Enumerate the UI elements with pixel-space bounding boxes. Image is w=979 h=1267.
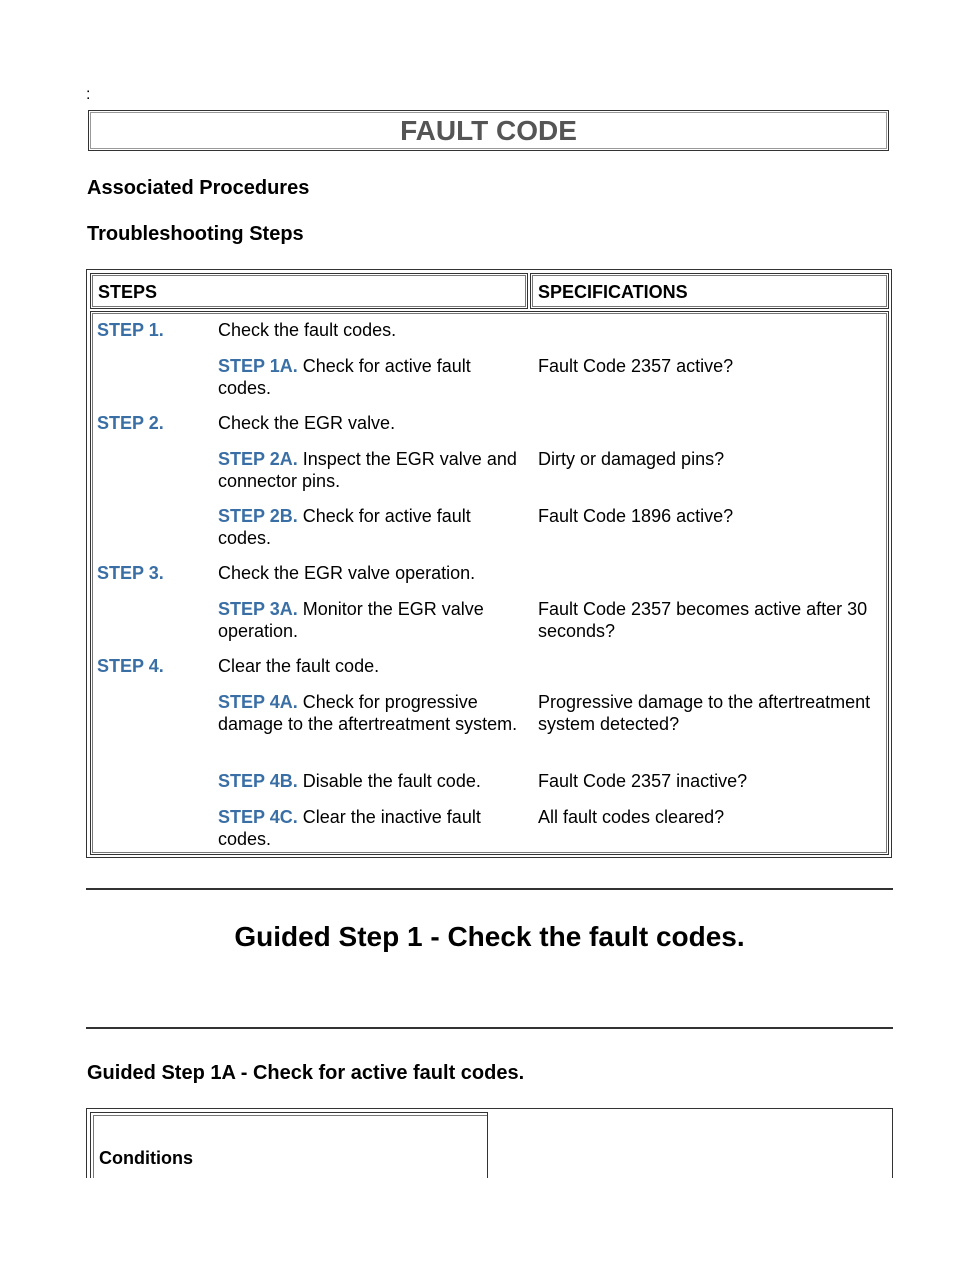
step-4c-row: STEP 4C. Clear the inactive fault codes. (218, 807, 481, 849)
section-divider (86, 888, 893, 890)
step-4a-row: STEP 4A. Check for progressive damage to the aftertreatment system. (218, 692, 518, 734)
step-4b-spec: Fault Code 2357 inactive? (538, 771, 748, 791)
step-4b-description: Disable the fault code. (302, 771, 481, 791)
step-4c-link[interactable]: STEP 4C (218, 807, 293, 827)
step-3-link[interactable]: STEP 3. (97, 563, 164, 583)
step-2-link[interactable]: STEP 2. (97, 413, 164, 433)
table-header-steps (90, 273, 528, 309)
step-1-description: Check the fault codes. (218, 320, 397, 340)
step-4a-spec: Progressive damage to the aftertreatment system detected? (538, 692, 871, 734)
step-1a-description: Check for active fault codes. (218, 356, 471, 398)
table-header-specifications (530, 273, 889, 309)
page-bottom-margin (0, 1178, 979, 1267)
step-3a-description: Monitor the EGR valve operation. (218, 599, 484, 641)
step-3a-spec: Fault Code 2357 becomes active after 30 seconds? (538, 599, 868, 641)
step-2b-link[interactable]: STEP 2B (218, 506, 293, 526)
step-2a-description: Inspect the EGR valve and connector pins. (218, 449, 517, 491)
step-4-link[interactable]: STEP 4. (97, 656, 164, 676)
step-2-description: Check the EGR valve. (218, 413, 396, 433)
page-colon: : (86, 86, 91, 103)
specifications-header-label: SPECIFICATIONS (538, 282, 688, 302)
step-4c-description: Clear the inactive fault codes. (218, 807, 481, 849)
step-4a-link[interactable]: STEP 4A (218, 692, 293, 712)
guided-step-subtitle: Guided Step 1A - Check for active fault codes. (87, 1062, 525, 1084)
step-4b-row: STEP 4B. Disable the fault code. (218, 771, 481, 791)
step-2b-description: Check for active fault codes. (218, 506, 471, 548)
step-2b-spec: Fault Code 1896 active? (538, 506, 734, 526)
step-2a-row: STEP 2A. Inspect the EGR valve and connector pins. (218, 449, 517, 491)
step-2a-spec: Dirty or damaged pins? (538, 449, 725, 469)
step-3a-row: STEP 3A. Monitor the EGR valve operation. (218, 599, 484, 641)
associated-procedures-link[interactable]: Associated Procedures (87, 177, 310, 199)
troubleshooting-steps-heading: Troubleshooting Steps (87, 223, 304, 245)
step-1a-spec: Fault Code 2357 active? (538, 356, 734, 376)
step-4a-description: Check for progressive damage to the aftertreatment system. (218, 692, 518, 734)
guided-step-title: Guided Step 1 - Check the fault codes. (234, 921, 745, 952)
conditions-label: Conditions (99, 1148, 193, 1168)
step-1a-link[interactable]: STEP 1A (218, 356, 293, 376)
page-title: FAULT CODE (400, 115, 577, 146)
title-box (88, 110, 889, 151)
step-4c-spec: All fault codes cleared? (538, 807, 725, 827)
step-2b-row: STEP 2B. Check for active fault codes. (218, 506, 471, 548)
section-divider (86, 1027, 893, 1029)
step-1-link[interactable]: STEP 1. (97, 320, 164, 340)
step-3-description: Check the EGR valve operation. (218, 563, 476, 583)
step-4-description: Clear the fault code. (218, 656, 380, 676)
steps-header-label: STEPS (98, 282, 158, 302)
step-4b-link[interactable]: STEP 4B (218, 771, 293, 791)
step-1a-row: STEP 1A. Check for active fault codes. (218, 356, 471, 398)
step-2a-link[interactable]: STEP 2A (218, 449, 293, 469)
step-3a-link[interactable]: STEP 3A (218, 599, 293, 619)
